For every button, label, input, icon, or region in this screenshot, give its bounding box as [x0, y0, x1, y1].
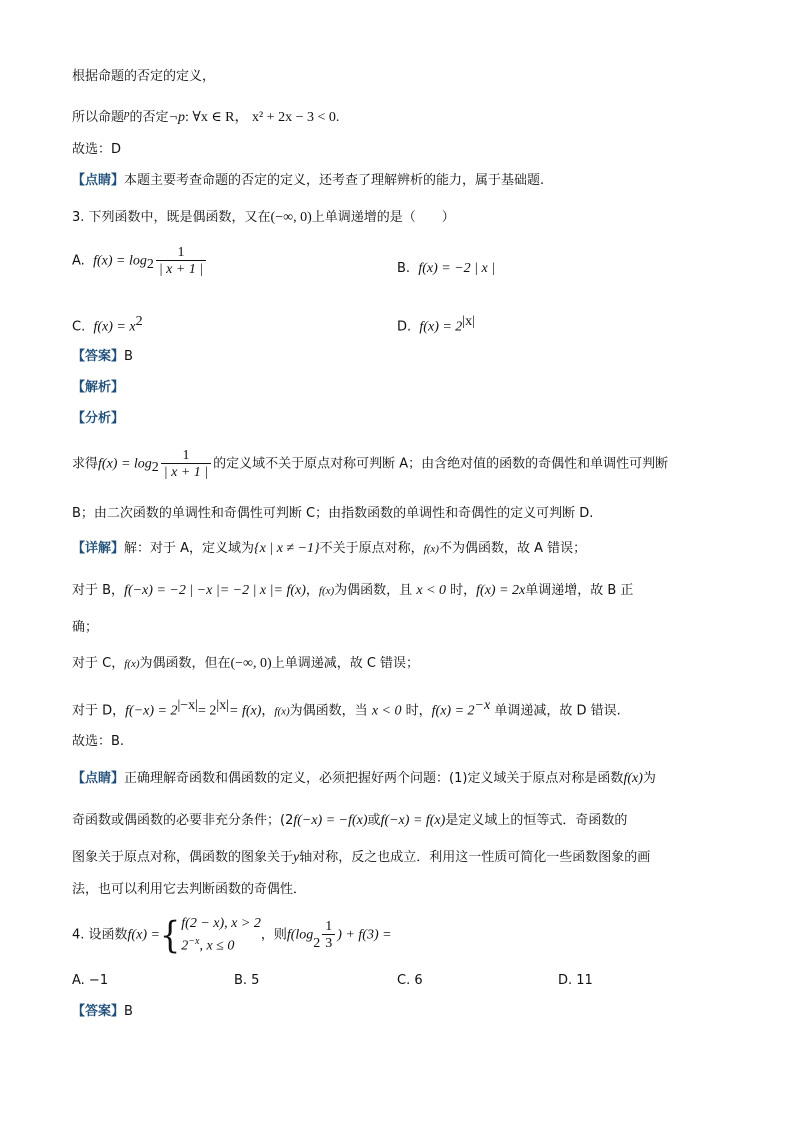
text: 时，	[405, 703, 432, 719]
math: f(x)	[318, 585, 335, 597]
fraction	[161, 448, 211, 480]
option-a	[72, 245, 208, 277]
detail-line: 故选：B.	[72, 734, 125, 749]
option-a: A. −1	[72, 973, 109, 988]
math: f(x) = log	[93, 253, 147, 269]
fraction	[156, 245, 206, 277]
math: f(x)	[274, 705, 290, 718]
fenxi-line: B；由二次函数的单调性和奇偶性可判断 C；由指数函数的单调性和奇偶性的定义可判断 D.	[72, 506, 594, 521]
question-3	[72, 210, 455, 226]
text: 为	[642, 771, 656, 786]
text: 所以命题	[72, 110, 125, 125]
math: |x|	[462, 314, 475, 329]
detail-tag: 【详解】	[72, 541, 125, 556]
math: ) + f(3) =	[337, 927, 392, 943]
math: f(x) = 2	[419, 319, 463, 335]
math: 2	[181, 938, 189, 954]
note-tag: 【点睛】	[72, 771, 125, 786]
text: 为偶函数，且	[334, 583, 413, 598]
text: 图象关于原点对称，偶函数的图象关于	[72, 850, 294, 865]
math: f(log	[286, 927, 314, 943]
math: f(x) = log	[98, 456, 152, 472]
option-label: A.	[72, 253, 85, 269]
text: 的否定	[129, 110, 169, 125]
option-d	[397, 314, 475, 335]
math: f(x) = 2x	[476, 583, 526, 598]
note-line	[72, 771, 656, 787]
text: 对于 D，	[72, 703, 126, 719]
math: {x | x ≠ −1}	[254, 541, 320, 556]
text: 上单调递增的是（ ）	[311, 210, 455, 225]
math: −x	[188, 936, 200, 947]
case: f(2 − x), x > 2	[181, 916, 261, 931]
detail-line: 确；	[72, 620, 99, 635]
math: |−x|	[177, 698, 198, 713]
text: 4. 设函数	[72, 927, 128, 943]
fraction	[322, 919, 335, 951]
text-line	[72, 173, 544, 189]
math: ¬p	[168, 110, 185, 125]
math: y	[293, 850, 300, 865]
math: (−∞, 0)	[270, 210, 312, 225]
fenxi-tag: 【分析】	[72, 411, 125, 426]
text: 奇函数或偶函数的必要非充分条件；(2	[72, 813, 294, 828]
note-tag: 【点睛】	[72, 173, 125, 188]
math: f(x)	[623, 771, 643, 786]
text-line: 故选：D	[72, 142, 122, 157]
text: 为偶函数，当	[289, 703, 368, 719]
numerator: 1	[177, 245, 185, 260]
detail-line	[72, 583, 633, 599]
detail-line	[72, 656, 419, 672]
text: 时，	[450, 583, 477, 598]
math: f(x) =	[127, 927, 160, 943]
text: 不为偶函数，故 A 错误；	[438, 541, 587, 556]
text: 是定义域上的恒等式．奇函数的	[445, 813, 628, 828]
numerator: 1	[325, 919, 333, 935]
text: 不关于原点对称，	[319, 541, 424, 556]
denominator: 3	[322, 934, 335, 951]
text: 3. 下列函数中，既是偶函数，又在	[72, 210, 271, 225]
math: (−∞, 0)	[230, 656, 272, 671]
math: p	[124, 108, 130, 120]
text: 轴对称，反之也成立．利用这一性质可简化一些函数图象的画	[299, 850, 651, 865]
detail-line	[72, 698, 621, 719]
option-label: D.	[397, 319, 412, 335]
math: f(−x) = f(x)	[380, 813, 446, 828]
text: 单调递减，故 D 错误.	[494, 703, 621, 719]
option-b	[397, 261, 495, 277]
text: ，	[305, 583, 319, 598]
text-line: 根据命题的否定的定义，	[72, 69, 216, 84]
math: = 2	[198, 703, 217, 719]
math: x < 0	[371, 703, 402, 719]
answer-tag: 【答案】	[72, 1004, 125, 1019]
math: f(x) = 2	[431, 703, 475, 719]
math: f(−x) = −2 | −x |= −2 | x |= f(x)	[124, 583, 306, 598]
text: 对于 B，	[72, 583, 125, 598]
note-line	[72, 850, 650, 866]
text: 单调递增，故 B 正	[525, 583, 634, 598]
text: 解：对于 A，定义域为	[124, 541, 255, 556]
text: 对于 C，	[72, 656, 125, 671]
math: 2	[313, 935, 321, 951]
math: f(−x) = 2	[125, 703, 178, 719]
question-4	[72, 915, 392, 956]
text: 求得	[72, 456, 99, 472]
math: f(x) = −2 | x |	[418, 261, 496, 276]
option-c	[72, 314, 143, 335]
math: f(x)	[423, 543, 439, 555]
math: : ∀x ∈ R， x² + 2x − 3 < 0.	[184, 110, 340, 125]
denominator: | x + 1 |	[161, 463, 211, 480]
text: 正确理解奇函数和偶函数的定义，必须把握好两个问题：(1)定义域关于原点对称是函数	[124, 771, 624, 786]
note-line: 法，也可以利用它去判断函数的奇偶性．	[72, 882, 307, 897]
math: f(x) = x	[93, 319, 136, 335]
math: = f(x)	[229, 703, 262, 719]
math: f(x)	[124, 658, 140, 670]
answer-4	[72, 1004, 133, 1020]
option-c: C. 6	[397, 973, 423, 988]
math: , x ≤ 0	[199, 938, 235, 954]
math: −x	[474, 698, 491, 713]
answer-3	[72, 349, 133, 365]
text: 或	[367, 813, 381, 828]
text: 为偶函数，但在	[139, 656, 231, 671]
brace: {	[159, 913, 181, 958]
answer-tag: 【答案】	[72, 349, 125, 364]
text-line	[72, 106, 339, 126]
text: 本题主要考查命题的否定的定义，还考查了理解辨析的能力，属于基础题.	[124, 173, 545, 188]
note-line	[72, 813, 627, 829]
option-label: C.	[72, 319, 86, 335]
math: x < 0	[416, 583, 446, 598]
text: ，	[261, 703, 275, 719]
option-label: B.	[397, 261, 411, 276]
analysis-tag: 【解析】	[72, 380, 125, 395]
denominator: | x + 1 |	[156, 260, 206, 277]
case	[181, 933, 261, 956]
numerator: 1	[182, 448, 190, 463]
text: 的定义域不关于原点对称可判断 A；由含绝对值的函数的奇偶性和单调性可判断	[213, 456, 669, 472]
detail-line	[72, 541, 586, 557]
answer-value: B	[124, 1004, 133, 1019]
math: 2	[135, 314, 143, 329]
math: 2	[146, 257, 154, 273]
math: f(−x) = −f(x)	[293, 813, 368, 828]
fenxi-line	[72, 448, 668, 480]
answer-value: B	[124, 349, 133, 364]
text: 上单调递减，故 C 错误；	[271, 656, 420, 671]
math: 2	[151, 460, 159, 476]
math: |x|	[216, 698, 230, 713]
text: ，则	[260, 927, 287, 943]
piecewise	[181, 915, 261, 956]
option-b: B. 5	[234, 973, 260, 988]
option-d: D. 11	[558, 973, 593, 988]
